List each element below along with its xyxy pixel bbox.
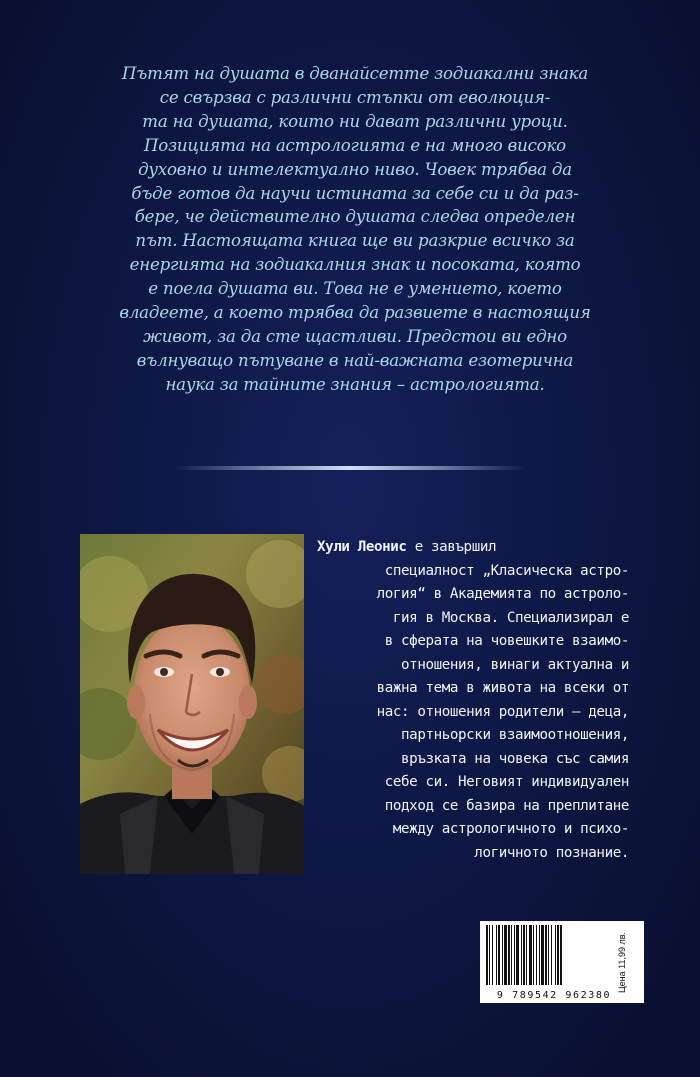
bio-line: отношения, винаги актуална и [401,656,629,673]
blurb-line: се свързва с различни стъпки от еволюция- [159,87,551,107]
book-blurb [88,62,622,397]
author-photo [80,534,304,874]
blurb-line: Позицията на астрологията е на много високо [144,135,566,155]
bio-line: между астрологичното и психо- [392,821,629,837]
blurb-line: духовно и интелектуално ниво. Човек трябва да [138,159,572,179]
blurb-line: бере, че действително душата следва определен [134,207,576,227]
bio-line: важна тема в живота на всеки от [376,680,629,696]
bio-line [317,536,629,560]
bio-line: себе си. Неговият индивидуален [384,774,629,790]
blurb-line: та на душата, които ни дават различни уроци. [142,111,568,131]
bio-line: партньорски взаимоотношения, [401,727,629,743]
isbn-barcode [480,921,644,1003]
blurb-line: е поела душата ви. Това не е умението, което [148,279,562,299]
bio-line: гия в Москва. Специализирал е [392,609,629,626]
author-name: Хули Леонис [317,539,407,555]
divider-glow [175,466,525,470]
author-bio [317,536,629,865]
bio-line: специалност „Класическа астро- [384,562,629,579]
bio-line: в сферата на човешките взаимо- [384,633,629,649]
blurb-line: път. Настоящата книга ще ви разкрие всичко за [135,231,575,251]
blurb-line: Пътят на душата в дванайсетте зодиакални знака [121,64,589,83]
bio-line: логия“ в Академията по астроло- [376,586,629,602]
blurb-line: енергията на зодиакалния знак и посоката, която [129,255,581,275]
barcode-bars [484,925,624,991]
isbn-digits: 9 789542 962380 [496,990,612,1001]
blurb-line: владеете, а което трябва да развиете в настоящия [119,303,591,323]
bio-line: логичното познание. [474,844,629,861]
blurb-line: наука за тайните знания – астрологията. [165,374,545,394]
price-label: Цена 11,99 лв. [617,931,627,993]
blurb-line: вълнуващо пътуване в най-важната езотерична [136,350,574,370]
blurb-line: живот, за да сте щастливи. Предстои ви едно [143,326,567,346]
bio-line-rest: е завършил [406,539,497,555]
bio-line: подход се базира на преплитане [384,797,629,814]
bio-line: връзката на човека със самия [401,750,629,767]
blurb-line: бъде готов да научи истината за себе си и да раз- [131,183,579,203]
bio-line: нас: отношения родители – деца, [376,703,629,720]
